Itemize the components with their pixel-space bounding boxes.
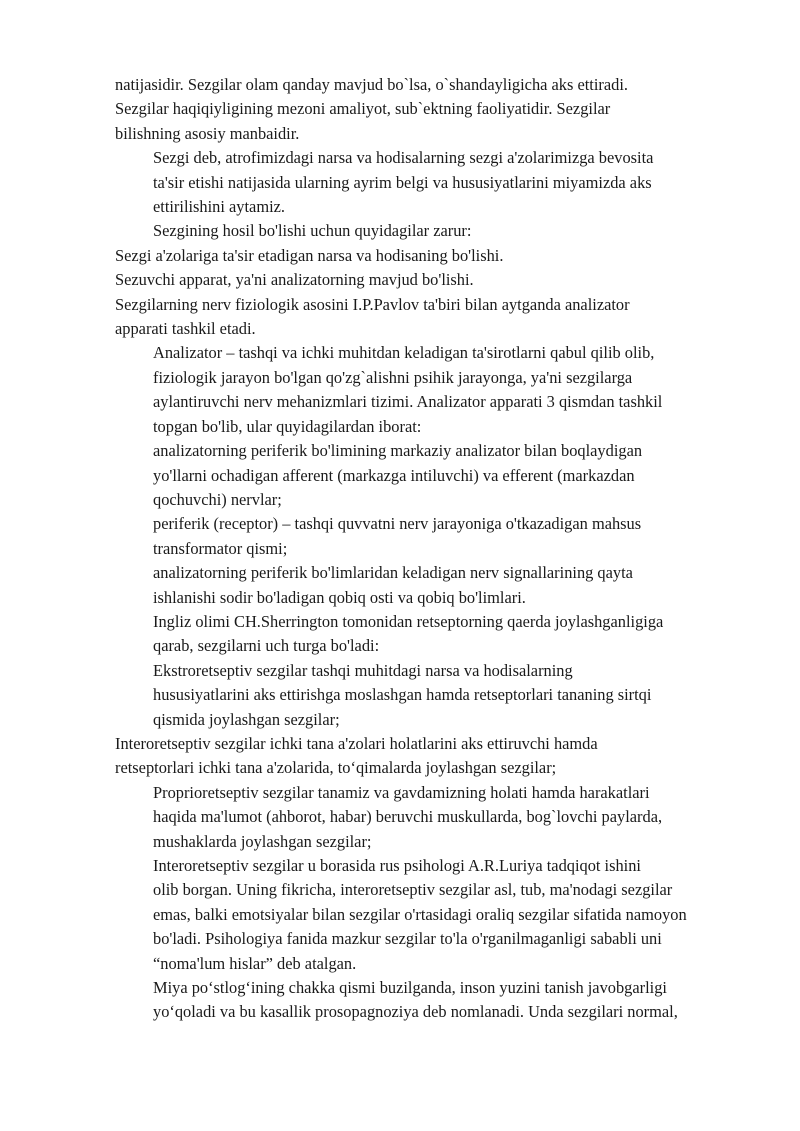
text-line: ishlanishi sodir bo'ladigan qobiq osti va qobiq bo'limlari.: [153, 587, 526, 607]
text-line: Sezgilar haqiqiyligining mezoni amaliyot, sub`ektning faoliyatidir. Sezgilar: [115, 99, 611, 119]
text-line: yo‘qoladi va bu kasallik prosopagnoziya deb nomlanadi. Unda sezgilari normal,: [153, 1002, 678, 1022]
text-line: mushaklarda joylashgan sezgilar;: [153, 831, 372, 851]
text-line: yo'llarni ochadigan afferent (markazga intiluvchi) va efferent (markazdan: [153, 465, 635, 485]
paragraph: [115, 610, 755, 659]
text-line: Proprioretseptiv sezgilar tanamiz va gavdamizning holati hamda harakatlari: [153, 782, 650, 802]
text-line: Ingliz olimi CH.Sherrington tomonidan retseptorning qaerda joylashganligiga: [153, 611, 664, 631]
paragraph: [115, 341, 755, 439]
text-line: aylantiruvchi nerv mehanizmlari tizimi. Analizator apparati 3 qismdan tashkil: [153, 392, 663, 412]
paragraph: [115, 781, 755, 854]
paragraph: [115, 659, 755, 732]
text-line: apparati tashkil etadi.: [115, 319, 256, 339]
text-line: Interoretseptiv sezgilar u borasida rus psihologi A.R.Luriya tadqiqot ishini: [153, 856, 641, 875]
text-line: Sezgilarning nerv fiziologik asosini I.P.Pavlov ta'biri bilan aytganda analizator: [115, 294, 630, 314]
text-line: natijasidir. Sezgilar olam qanday mavjud bo`lsa, o`shandayligicha aks ettiradi.: [115, 75, 628, 94]
text-line: Interoretseptiv sezgilar ichki tana a'zolari holatlarini aks ettiruvchi hamda: [115, 733, 598, 753]
text-line: olib borgan. Uning fikricha, interoretseptiv sezgilar asl, tub, ma'nodagi sezgilar: [153, 880, 673, 900]
paragraph: [115, 73, 755, 146]
paragraph: [115, 439, 755, 512]
text-line: transformator qismi;: [153, 538, 288, 558]
text-line: retseptorlari ichki tana a'zolarida, to‘qimalarda joylashgan sezgilar;: [115, 758, 557, 778]
paragraph: [115, 219, 755, 243]
text-line: Ekstroretseptiv sezgilar tashqi muhitdagi narsa va hodisalarning: [153, 660, 573, 680]
text-line: fiziologik jarayon bo'lgan qo'zg`alishni psihik jarayonga, ya'ni sezgilarga: [153, 367, 633, 387]
text-line: analizatorning periferik bo'limlaridan keladigan nerv signallarining qayta: [153, 563, 633, 583]
paragraph: [115, 293, 755, 342]
text-line: periferik (receptor) – tashqi quvvatni nerv jarayoniga o'tkazadigan mahsus: [153, 514, 642, 534]
text-line: bo'ladi. Psihologiya fanida mazkur sezgilar to'la o'rganilmaganligi sababli uni: [153, 929, 662, 949]
text-line: Sezgining hosil bo'lishi uchun quyidagilar zarur:: [153, 221, 472, 241]
text-line: analizatorning periferik bo'limining markaziy analizator bilan boqlaydigan: [153, 441, 643, 461]
text-line: topgan bo'lib, ular quyidagilardan iborat:: [153, 416, 422, 436]
text-line: emas, balki emotsiyalar bilan sezgilar o'rtasidagi oraliq sezgilar sifatida namoyon: [153, 904, 687, 924]
paragraph: [115, 854, 755, 976]
text-line: hususiyatlarini aks ettirishga moslashgan hamda retseptorlari tananing sirtqi: [153, 685, 652, 705]
text-line: ta'sir etishi natijasida ularning ayrim belgi va hususiyatlarini miyamizda aks: [153, 172, 652, 192]
paragraph: [115, 512, 755, 561]
text-line: Analizator – tashqi va ichki muhitdan keladigan ta'sirotlarni qabul qilib olib,: [153, 343, 655, 363]
text-line: Miya po‘stlog‘ining chakka qismi buzilganda, inson yuzini tanish javobgarligi: [153, 978, 667, 998]
text-line: ettirilishini aytamiz.: [153, 197, 286, 217]
document-body: [115, 73, 755, 1025]
text-line: haqida ma'lumot (ahborot, habar) beruvchi muskullarda, bog`lovchi paylarda,: [153, 807, 663, 827]
text-line: bilishning asosiy manbaidir.: [115, 123, 300, 143]
paragraph: [115, 732, 755, 781]
text-line: qarab, sezgilarni uch turga bo'ladi:: [153, 636, 380, 656]
text-line: Sezgi deb, atrofimizdagi narsa va hodisalarning sezgi a'zolarimizga bevosita: [153, 148, 654, 168]
text-line: “noma'lum hislar” deb atalgan.: [153, 953, 357, 973]
paragraph: [115, 244, 755, 268]
text-line: qismida joylashgan sezgilar;: [153, 709, 340, 729]
text-line: Sezgi a'zolariga ta'sir etadigan narsa va hodisaning bo'lishi.: [115, 245, 504, 265]
paragraph: [115, 976, 755, 1025]
text-line: Sezuvchi apparat, ya'ni analizatorning mavjud bo'lishi.: [115, 270, 474, 290]
paragraph: [115, 268, 755, 292]
paragraph: [115, 146, 755, 219]
paragraph: [115, 561, 755, 610]
text-line: qochuvchi) nervlar;: [153, 489, 282, 509]
